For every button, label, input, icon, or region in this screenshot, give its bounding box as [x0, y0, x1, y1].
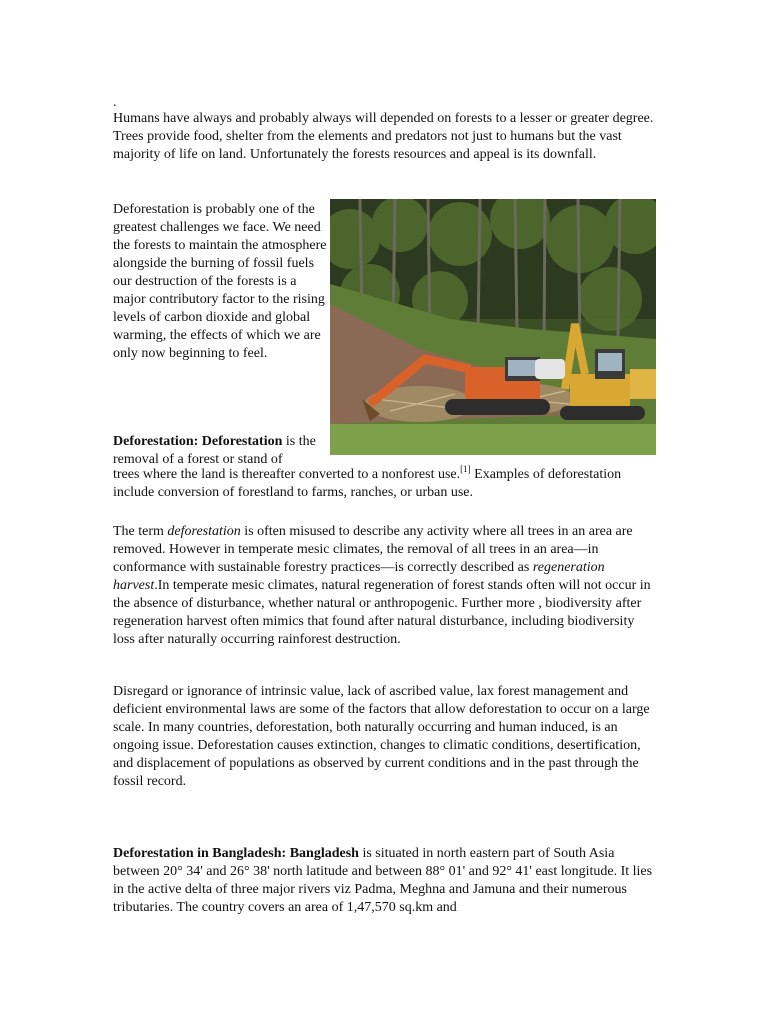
definition-text-b: trees where the land is thereafter converted to a nonforest use. [113, 467, 461, 482]
heading-bangladesh: Deforestation in Bangladesh: Bangladesh [113, 846, 359, 861]
paragraph-term-misuse [113, 523, 658, 649]
term-deforestation: deforestation [167, 524, 241, 539]
heading-deforestation: Deforestation: Deforestation [113, 434, 283, 449]
misuse-text-3: .In temperate mesic climates, natural regeneration of forest stands often will not occur in the absence of disturbance, whether natural or anthropogenic. Further more , biodiversity after regeneration harvest often mimics that found after natural disturbance, including biodiversity loss after naturally occurring rainforest destruction. [113, 578, 651, 647]
bangladesh-text: is situated in north eastern part of South Asia between 20° 34' and 26° 38' north latitude and between 88° 01' and 92° 41' east longitude. It lies in the active delta of three major rivers viz Padma, Meghna and Jamuna and their numerous tributaries. The country covers an area of 1,47,570 sq.km and [113, 846, 653, 915]
definition-text-a: is the removal of a forest or stand of [113, 434, 316, 467]
reference-marker[interactable]: [1] [460, 464, 471, 474]
definition-text-c: Examples of deforestation include conversion of forestland to farms, ranches, or urban use. [113, 467, 622, 500]
paragraph-deforestation-challenge: Deforestation is probably one of the greatest challenges we face. We need the forests to maintain the atmosphere alongside the burning of fossil fuels our destruction of the forests is a major contributory factor to the rising levels of carbon dioxide and global warming, the effects of which we are only now beginning to feel. [113, 202, 327, 361]
paragraph-deforestation-definition-start [113, 433, 331, 469]
paragraph-intro: Humans have always and probably always will depended on forests to a lesser or greater degree. Trees provide food, shelter from the elements and predators not just to humans but the vast majority of life on land. Unfortunately the forests resources and appeal is its downfall. [113, 111, 654, 162]
misuse-text-1: The term [113, 524, 168, 539]
paragraph-causes: Disregard or ignorance of intrinsic value, lack of ascribed value, lax forest management and deficient environmental laws are some of the factors that allow deforestation to occur on a large scale. In many countries, deforestation, both naturally occurring and human induced, is an ongoing issue. Deforestation causes extinction, changes to climatic conditions, desertification, and displacement of populations as observed by current conditions and in the past through the fossil record. [113, 684, 650, 789]
deforestation-photo [330, 199, 656, 455]
leading-dot: . [113, 95, 117, 110]
misuse-text-2: is often misused to describe any activity where all trees in an area are removed. However in temperate mesic climates, the removal of all trees in an area—in conformance with sustainable forestry practices—is correctly described as [113, 524, 633, 575]
paragraph-bangladesh [113, 845, 658, 917]
paragraph-deforestation-definition-end [113, 466, 658, 502]
term-regeneration-harvest: regeneration harvest [113, 560, 605, 593]
